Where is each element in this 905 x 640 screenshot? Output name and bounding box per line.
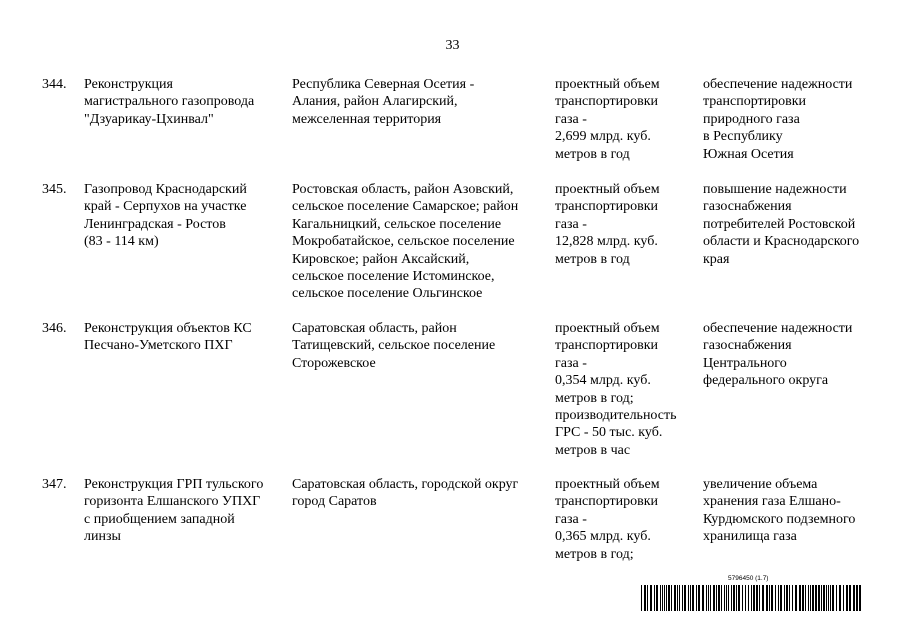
page-number: 33 xyxy=(445,38,460,53)
entry-name-line: край - Серпухов на участке xyxy=(84,199,247,215)
entry-name xyxy=(84,320,284,355)
entry-capacity xyxy=(555,476,695,563)
entry-capacity-line: 12,828 млрд. куб. xyxy=(555,234,658,250)
entry-name xyxy=(84,181,284,251)
entry-capacity-line: газа - xyxy=(555,216,587,232)
entry-capacity xyxy=(555,320,695,459)
entry-capacity-line: метров в год xyxy=(555,251,630,267)
entry-capacity-line: проектный объем xyxy=(555,477,660,492)
entry-purpose-line: Курдюмского подземного xyxy=(703,511,856,527)
entry-capacity-line: газа - xyxy=(555,355,587,371)
entry-capacity-line: 0,354 млрд. куб. xyxy=(555,373,651,389)
entry-location-line: сельское поселение Истоминское, xyxy=(292,269,495,285)
entry-capacity xyxy=(555,181,695,268)
entry-capacity-line: проектный объем xyxy=(555,321,660,336)
entry-location-line: Сторожевское xyxy=(292,355,376,371)
entry-purpose-line: области и Краснодарского xyxy=(703,234,860,250)
entry-location-line: город Саратов xyxy=(292,494,377,510)
barcode xyxy=(640,575,862,617)
entry-purpose-line: федерального округа xyxy=(703,373,829,389)
entry-purpose-line: увеличение объема xyxy=(703,477,818,492)
entry-name-line: горизонта Елшанского УПХГ xyxy=(84,494,261,510)
entry-purpose-line: газоснабжения xyxy=(703,338,792,354)
entry-capacity-line: 2,699 млрд. куб. xyxy=(555,129,651,145)
entry-purpose-line: обеспечение надежности xyxy=(703,77,853,92)
entry-purpose-line: в Республику xyxy=(703,129,783,145)
entry-purpose-line: хранения газа Елшано- xyxy=(703,494,841,510)
entry-purpose-line: Южная Осетия xyxy=(703,146,794,162)
entry-location xyxy=(292,320,547,372)
entry-capacity xyxy=(555,76,695,163)
entry-name-line: (83 - 114 км) xyxy=(84,234,159,250)
entry-purpose-line: хранилища газа xyxy=(703,529,797,545)
entry-capacity-line: ГРС - 50 тыс. куб. xyxy=(555,425,663,441)
entry-location-line: Саратовская область, городской округ xyxy=(292,477,519,492)
entry-purpose-line: обеспечение надежности xyxy=(703,321,853,336)
entry-purpose xyxy=(703,181,888,268)
entry-name xyxy=(84,476,284,546)
entry-name-line: Песчано-Уметского ПХГ xyxy=(84,338,233,354)
entry-location xyxy=(292,181,547,303)
entry-purpose-line: газоснабжения xyxy=(703,199,792,215)
entry-capacity-line: метров в год; xyxy=(555,390,634,406)
entry-location xyxy=(292,476,547,511)
entry-capacity-line: транспортировки xyxy=(555,338,659,354)
entry-capacity-line: газа - xyxy=(555,111,587,127)
entry-purpose-line: потребителей Ростовской xyxy=(703,216,856,232)
entry-capacity-line: 0,365 млрд. куб. xyxy=(555,529,651,545)
entry-name-line: магистрального газопровода xyxy=(84,94,255,110)
entry-purpose-line: края xyxy=(703,251,730,267)
barcode-icon xyxy=(640,585,862,611)
entry-name-line: "Дзуарикау-Цхинвал" xyxy=(84,111,214,127)
entry-capacity-line: метров в год xyxy=(555,146,630,162)
entry-location-line: Кагальницкий, сельское поселение xyxy=(292,216,502,232)
entry-number: 345. xyxy=(42,182,67,197)
entry-capacity-line: транспортировки xyxy=(555,94,659,110)
entry-location xyxy=(292,76,547,128)
entry-location-line: Татищевский, сельское поселение xyxy=(292,338,496,354)
entry-location-line: Республика Северная Осетия - xyxy=(292,77,475,92)
barcode-label: 5796450 (1.7) xyxy=(728,575,769,582)
entry-name-line: линзы xyxy=(84,529,121,545)
entry-location-line: сельское поселение Самарское; район xyxy=(292,199,519,215)
entry-name-line: Реконструкция ГРП тульского xyxy=(84,477,264,492)
entry-purpose-line: транспортировки xyxy=(703,94,807,110)
entry-location-line: межселенная территория xyxy=(292,111,442,127)
entry-capacity-line: производительность xyxy=(555,408,677,424)
entry-location-line: Ростовская область, район Азовский, xyxy=(292,182,514,197)
entry-purpose-line: природного газа xyxy=(703,111,800,127)
entry-name-line: Реконструкция xyxy=(84,77,173,92)
entry-purpose xyxy=(703,76,888,163)
entry-purpose xyxy=(703,320,888,390)
entry-name-line: Ленинградская - Ростов xyxy=(84,216,226,232)
entry-capacity-line: метров в год; xyxy=(555,546,634,562)
entry-capacity-line: проектный объем xyxy=(555,77,660,92)
entry-number: 347. xyxy=(42,477,67,492)
entry-name xyxy=(84,76,284,128)
entry-capacity-line: метров в час xyxy=(555,442,631,458)
entry-location-line: Кировское; район Аксайский, xyxy=(292,251,470,267)
entry-purpose xyxy=(703,476,888,546)
entry-name-line: Газопровод Краснодарский xyxy=(84,182,247,197)
entry-location-line: Саратовская область, район xyxy=(292,321,457,336)
entry-number: 346. xyxy=(42,321,67,336)
entry-capacity-line: газа - xyxy=(555,511,587,527)
entry-purpose-line: повышение надежности xyxy=(703,182,847,197)
entry-capacity-line: проектный объем xyxy=(555,182,660,197)
entry-name-line: Реконструкция объектов КС xyxy=(84,321,252,336)
entry-location-line: сельское поселение Ольгинское xyxy=(292,286,483,302)
entry-capacity-line: транспортировки xyxy=(555,199,659,215)
entry-location-line: Алания, район Алагирский, xyxy=(292,94,458,110)
entry-location-line: Мокробатайское, сельское поселение xyxy=(292,234,515,250)
entry-name-line: с приобщением западной xyxy=(84,511,235,527)
entry-number: 344. xyxy=(42,77,67,92)
entry-capacity-line: транспортировки xyxy=(555,494,659,510)
entry-purpose-line: Центрального xyxy=(703,355,787,371)
